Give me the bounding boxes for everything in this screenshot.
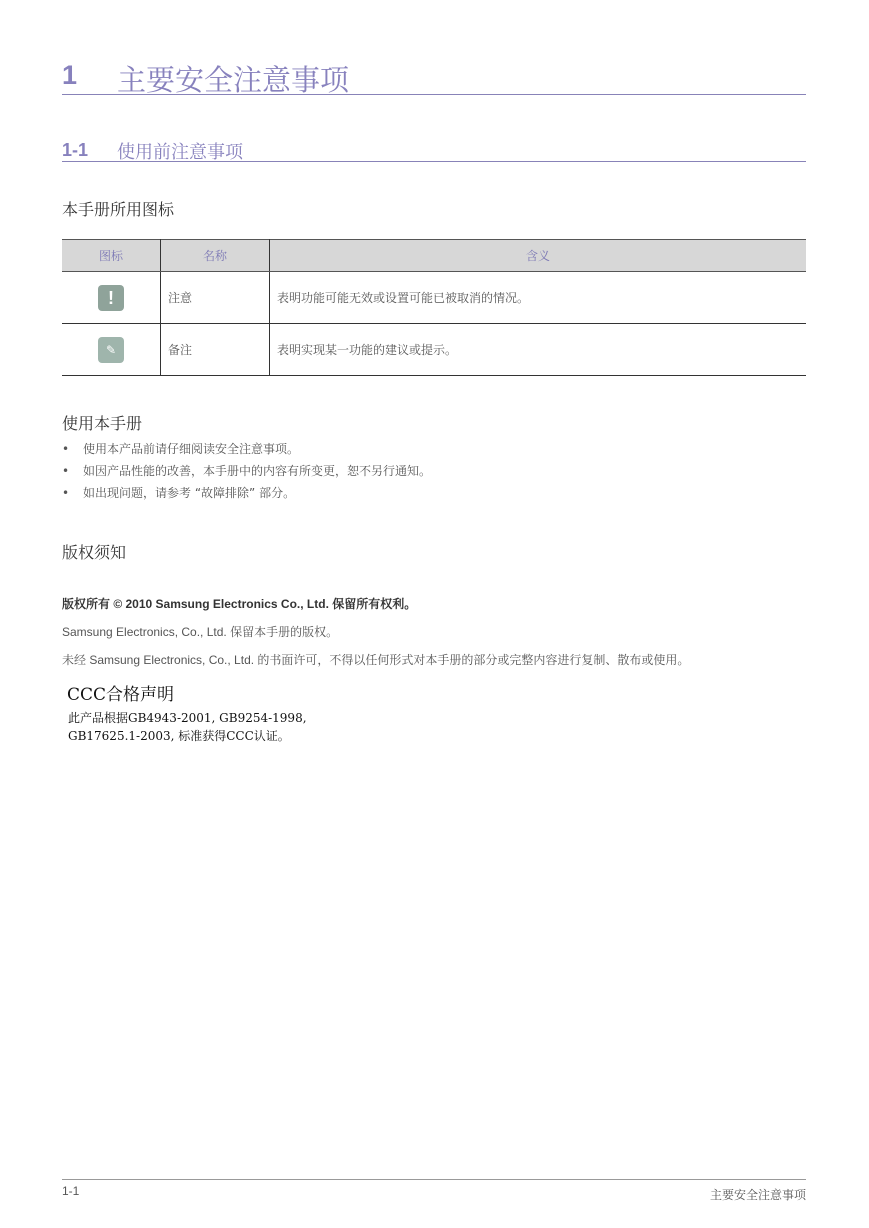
caution-icon: !	[98, 285, 124, 311]
section-title: 使用前注意事项	[117, 142, 243, 163]
page-footer	[62, 1179, 806, 1202]
ccc-line-2: GB17625.1-2003, 标准获得CCC认证。	[68, 729, 290, 743]
table-header-row	[62, 240, 806, 272]
icons-heading: 本手册所用图标	[62, 200, 175, 219]
manual-page	[62, 0, 806, 1228]
copyright-line-1: Samsung Electronics, Co., Ltd. 保留本手册的版权。	[62, 625, 339, 639]
copyright-heading: 版权须知	[62, 543, 127, 562]
row-meaning: 表明功能可能无效或设置可能已被取消的情况。	[270, 272, 807, 324]
bullet-icon: •	[62, 464, 70, 478]
header-icon: 图标	[62, 240, 161, 272]
list-item: • 如因产品性能的改善，本手册中的内容有所变更，恕不另行通知。	[62, 464, 432, 478]
row-name: 备注	[161, 324, 270, 376]
section-heading	[62, 138, 806, 162]
header-name: 名称	[161, 240, 270, 272]
table-row	[62, 324, 806, 376]
section-number: 1-1	[62, 140, 89, 160]
table-row	[62, 272, 806, 324]
bullet-icon: •	[62, 442, 70, 456]
header-meaning: 含义	[270, 240, 807, 272]
note-icon: ✎	[98, 337, 124, 363]
icons-table	[62, 239, 806, 376]
footer-title: 主要安全注意事项	[709, 1188, 806, 1202]
chapter-heading	[62, 58, 806, 95]
copyright-line-2: 未经 Samsung Electronics, Co., Ltd. 的书面许可，不得以任何形式对本手册的部分或完整内容进行复制、散布或使用。	[62, 653, 690, 667]
row-meaning: 表明实现某一功能的建议或提示。	[270, 324, 807, 376]
ccc-line-1: 此产品根据GB4943-2001, GB9254-1998,	[68, 711, 307, 725]
copyright-statement: 版权所有 © 2010 Samsung Electronics Co., Ltd. 保留所有权利。	[62, 597, 417, 611]
ccc-title: CCC合格声明	[67, 685, 175, 705]
manual-bullet-list	[62, 440, 431, 506]
bullet-icon: •	[62, 486, 70, 500]
manual-heading: 使用本手册	[62, 414, 143, 433]
row-name: 注意	[161, 272, 270, 324]
chapter-number: 1	[62, 60, 78, 90]
list-item: • 如出现问题，请参考 “故障排除” 部分。	[62, 486, 296, 500]
list-item: • 使用本产品前请仔细阅读安全注意事项。	[62, 442, 300, 456]
page-number: 1-1	[62, 1184, 80, 1198]
chapter-title: 主要安全注意事项	[117, 63, 350, 97]
